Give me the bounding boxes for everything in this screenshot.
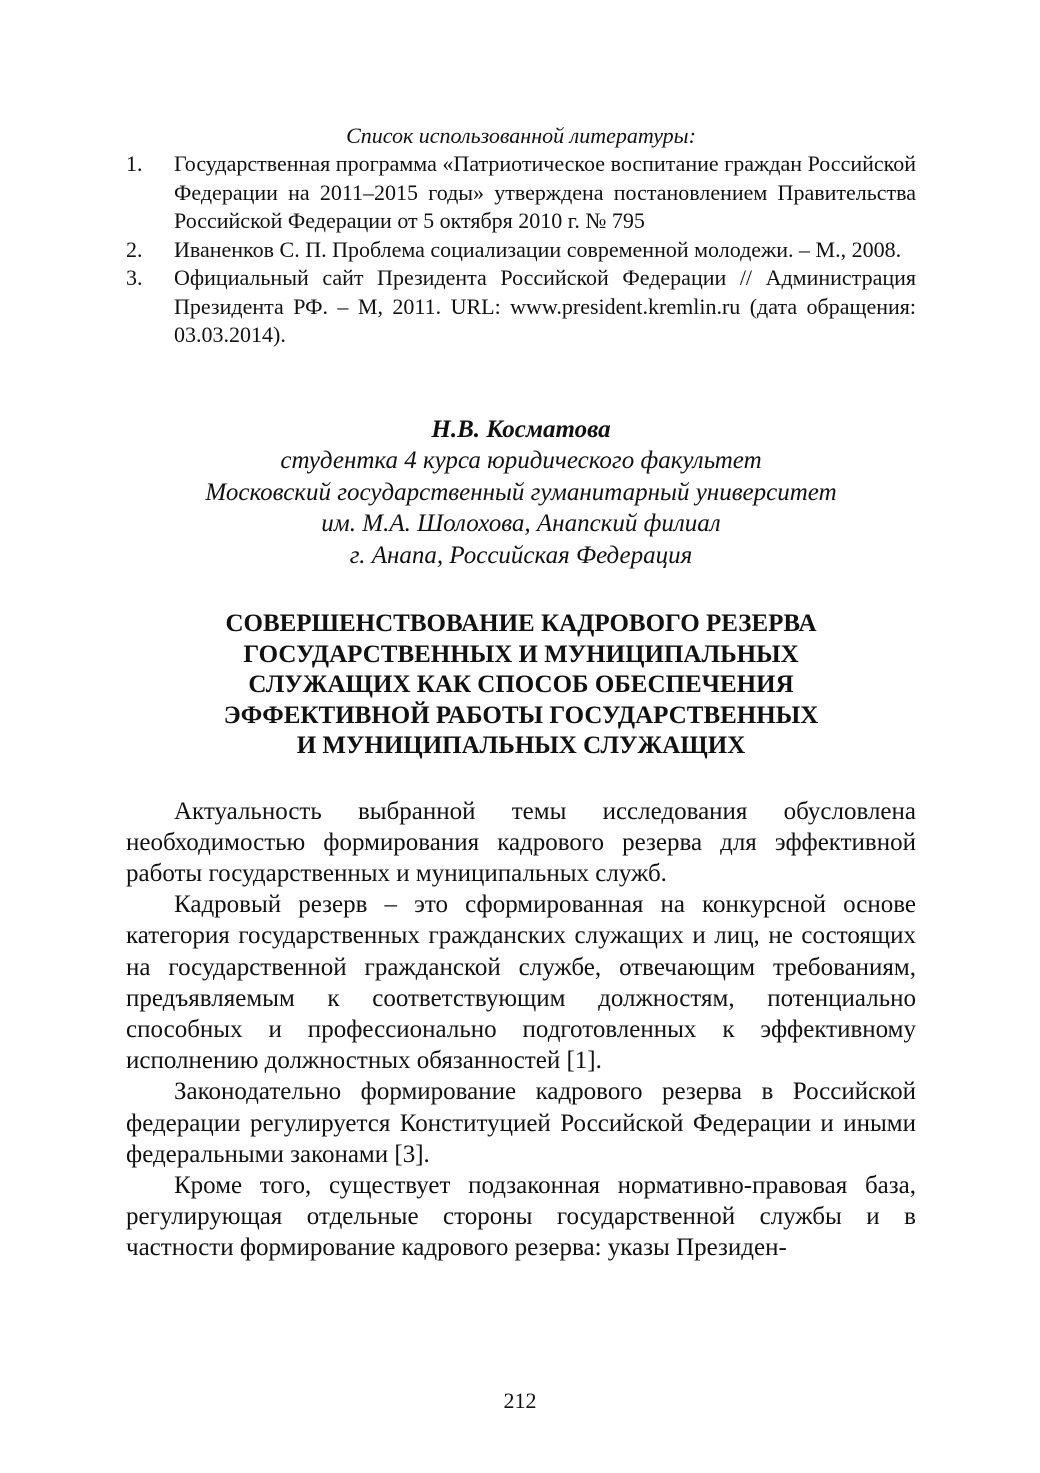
reference-number: 3. bbox=[126, 265, 143, 290]
references-list bbox=[126, 150, 916, 350]
body-paragraph: Кадровый резерв – это сформированная на конкурсной основе категория государственных гражданских служащих и лиц, не состоящих на государственной гражданской службе, отвечающим требованиям, предъявляемым к соответствующим должностям, потенциально способных и профессионально подготовленных к эффективному исполнению должностных обязанностей [1]. bbox=[126, 891, 916, 1075]
reference-number: 1. bbox=[126, 151, 143, 176]
author-city: г. Анапа, Российская Федерация bbox=[349, 541, 693, 569]
reference-text: Официальный сайт Президента Российской Федерации // Администрация Президента РФ. – М, 2011. URL: www.president.kremlin.ru (дата обращения: 03.03.2014). bbox=[174, 265, 916, 347]
article-title-line: И МУНИЦИПАЛЬНЫХ СЛУЖАЩИХ bbox=[296, 732, 746, 759]
article-title-line: СОВЕРШЕНСТВОВАНИЕ КАДРОВОГО РЕЗЕРВА bbox=[225, 610, 817, 637]
article-title-line: СЛУЖАЩИХ КАК СПОСОБ ОБЕСПЕЧЕНИЯ bbox=[248, 671, 794, 698]
author-branch: им. М.А. Шолохова, Анапский филиал bbox=[321, 510, 721, 537]
reference-text: Государственная программа «Патриотическое воспитание граждан Российской Федерации на 2011–2015 годы» утверждена постановлением Правительства Российской Федерации от 5 октября 2010 г. № 795 bbox=[174, 151, 916, 233]
author-university: Московский государственный гуманитарный университет bbox=[205, 478, 837, 506]
author-name: Н.В. Косматова bbox=[431, 415, 611, 443]
article-title-line: ЭФФЕКТИВНОЙ РАБОТЫ ГОСУДАРСТВЕННЫХ bbox=[223, 701, 819, 729]
reference-number: 2. bbox=[126, 236, 143, 262]
reference-item bbox=[126, 236, 916, 265]
page-number: 212 bbox=[503, 1388, 537, 1413]
author-position: студентка 4 курса юридического факультет bbox=[280, 447, 762, 474]
article-title bbox=[126, 609, 916, 762]
article-title-line: ГОСУДАРСТВЕННЫХ И МУНИЦИПАЛЬНЫХ bbox=[243, 640, 799, 668]
article-body bbox=[126, 796, 916, 1264]
author-block bbox=[126, 414, 916, 572]
body-paragraph: Актуальность выбранной темы исследования обусловлена необходимостью формирования кадрового резерва для эффективной работы государственных и муниципальных служб. bbox=[126, 797, 916, 887]
body-paragraph: Кроме того, существует подзаконная нормативно-правовая база, регулирующая отдельные стороны государственной службы и в частности формирование кадрового резерва: указы Президен- bbox=[126, 1171, 916, 1262]
body-paragraph: Законодательно формирование кадрового резерва в Российской федерации регулируется Конституцией Российской Федерации и иными федеральными законами [3]. bbox=[126, 1078, 916, 1168]
document-page bbox=[126, 122, 916, 1264]
reference-item bbox=[126, 264, 916, 350]
reference-text: Иваненков С. П. Проблема социализации современной молодежи. – М., 2008. bbox=[174, 236, 902, 262]
reference-item bbox=[126, 150, 916, 236]
references-heading: Список использованной литературы: bbox=[346, 123, 696, 148]
